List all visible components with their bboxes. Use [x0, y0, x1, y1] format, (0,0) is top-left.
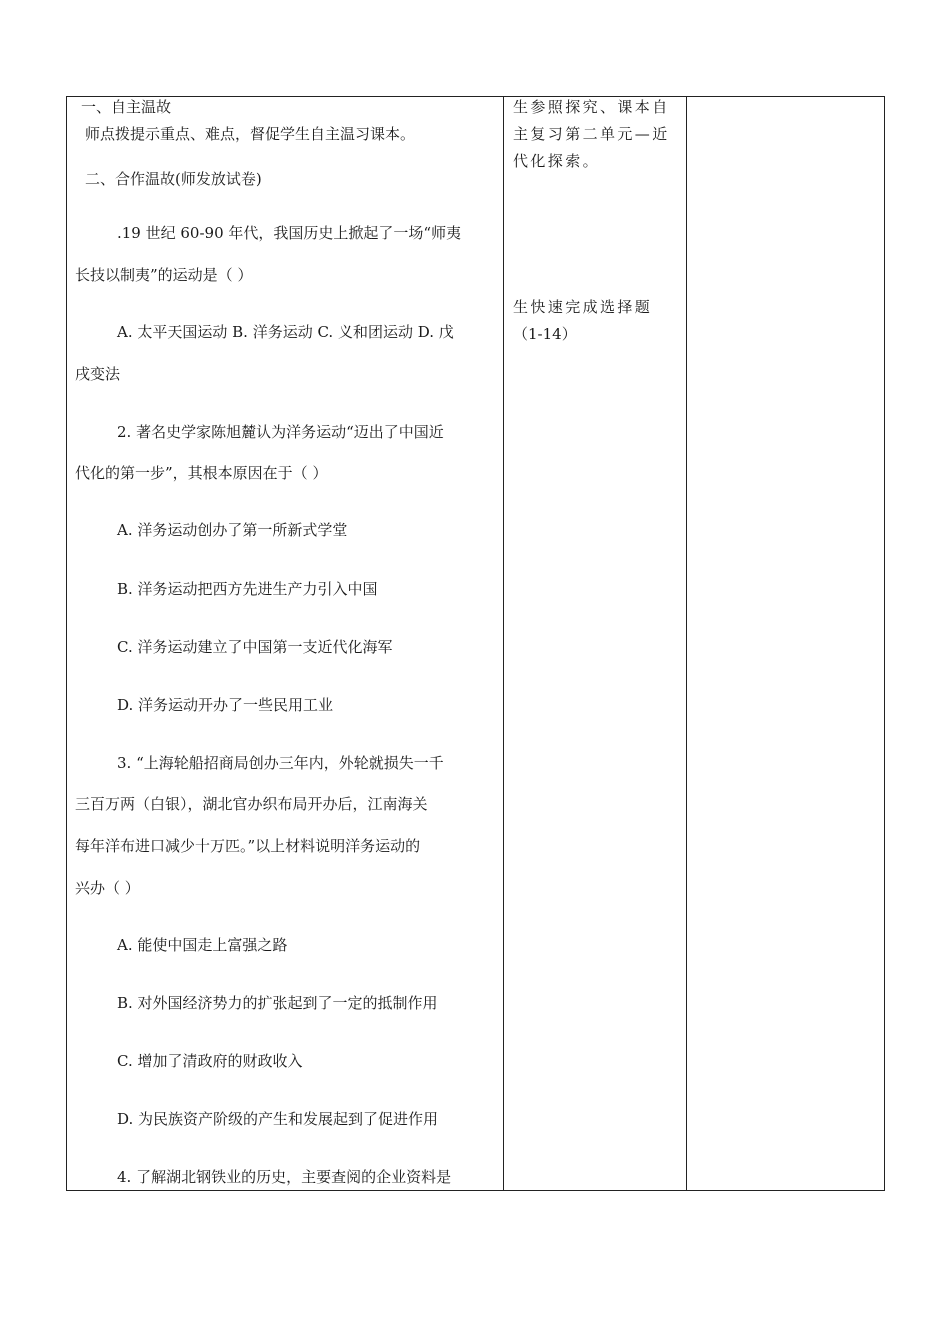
q3-line2: 三百万两（白银），湖北官办织布局开办后，江南海关 — [75, 795, 428, 813]
student-note2-line1: 生快速完成选择题 — [513, 298, 653, 316]
q3-line1: 3. “上海轮船招商局创办三年内，外轮就损失一千 — [117, 754, 444, 772]
student-note2-line2: （1-14） — [513, 325, 577, 343]
student-note1-line1: 生参照探究、课本自 — [513, 98, 670, 116]
section-heading-cooperative-review: 二、合作温故(师发放试卷) — [85, 170, 262, 188]
teacher-guide-text: 师点拨提示重点、难点，督促学生自主温习课本。 — [85, 125, 416, 143]
notes-column — [686, 97, 884, 1190]
q3-option-c: C. 增加了清政府的财政收入 — [117, 1052, 303, 1070]
section-heading-self-review: 一、自主温故 — [81, 98, 172, 116]
student-note1-line3: 代化探索。 — [513, 152, 601, 170]
q2-line1: 2. 著名史学家陈旭麓认为洋务运动“迈出了中国近 — [117, 423, 444, 441]
q2-option-a: A. 洋务运动创办了第一所新式学堂 — [117, 521, 348, 539]
q3-option-a: A. 能使中国走上富强之路 — [117, 936, 288, 954]
teacher-activity-column — [67, 97, 504, 1190]
q1-line2: 长技以制夷”的运动是（ ） — [75, 266, 253, 284]
q2-option-b: B. 洋务运动把西方先进生产力引入中国 — [117, 580, 378, 598]
q3-option-b: B. 对外国经济势力的扩张起到了一定的抵制作用 — [117, 994, 438, 1012]
q2-line2: 代化的第一步”，其根本原因在于（ ） — [75, 464, 328, 482]
q4-line1: 4. 了解湖北钢铁业的历史，主要查阅的企业资料是 — [117, 1168, 452, 1186]
q3-line4: 兴办（ ） — [75, 879, 140, 897]
q2-option-d: D. 洋务运动开办了一些民用工业 — [117, 696, 334, 714]
student-note1-line2: 主复习第二单元—近 — [513, 125, 670, 143]
q2-option-c: C. 洋务运动建立了中国第一支近代化海军 — [117, 638, 393, 656]
q3-line3: 每年洋布进口减少十万匹。”以上材料说明洋务运动的 — [75, 837, 421, 855]
q1-line1: .19 世纪 60-90 年代，我国历史上掀起了一场“师夷 — [117, 224, 462, 242]
q3-option-d: D. 为民族资产阶级的产生和发展起到了促进作用 — [117, 1110, 439, 1128]
q1-options-line2: 戌变法 — [75, 365, 121, 383]
student-activity-column — [503, 97, 687, 1190]
lesson-table — [66, 96, 885, 1191]
q1-options-line1: A. 太平天国运动 B. 洋务运动 C. 义和团运动 D. 戊 — [117, 323, 454, 341]
